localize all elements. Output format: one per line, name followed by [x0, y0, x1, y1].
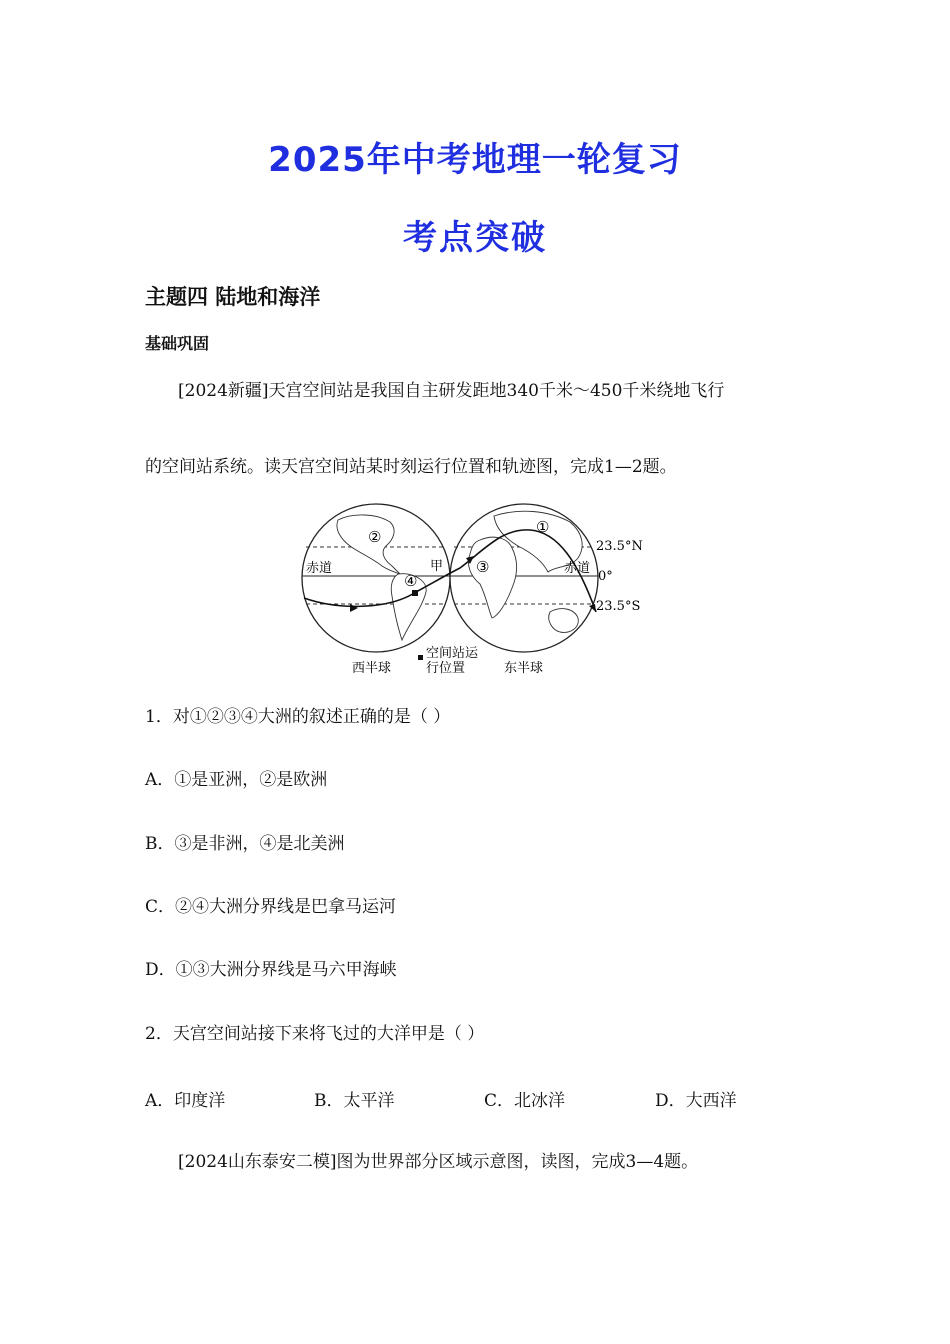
question-1-stem: 1．对①②③④大洲的叙述正确的是（ ）	[145, 707, 451, 727]
question-1-option-a: A．①是亚洲，②是欧洲	[145, 770, 328, 790]
continent-4-label: ④	[404, 572, 418, 590]
legend-label-line1: 空间站运	[426, 646, 479, 661]
page-subtitle: 考点突破	[403, 218, 547, 258]
question-1-option-c: C．②④大洲分界线是巴拿马运河	[145, 897, 397, 917]
page-title: 2025年中考地理一轮复习	[268, 140, 682, 180]
question-1-option-b: B．③是非洲，④是北美洲	[145, 834, 345, 854]
intro-paragraph-line1: [2024新疆]天宫空间站是我国自主研发距地340千米～450千米绕地飞行	[178, 381, 725, 401]
question-2-option-a: A．印度洋	[145, 1091, 226, 1111]
intro-paragraph-line2: 的空间站系统。读天宫空间站某时刻运行位置和轨迹图，完成1—2题。	[145, 457, 677, 477]
question-2-stem: 2．天宫空间站接下来将飞过的大洋甲是（ ）	[145, 1024, 485, 1044]
legend-label-line2: 行位置	[426, 661, 466, 676]
equator-label-right: 赤道	[564, 561, 591, 576]
ocean-jia-label: 甲	[430, 559, 444, 574]
question-2-option-d: D．大西洋	[655, 1091, 737, 1111]
continent-3-label: ③	[476, 558, 490, 576]
latitude-0-label: 0°	[598, 569, 613, 584]
station-position-marker	[412, 590, 418, 596]
equator-label-left: 赤道	[306, 561, 333, 576]
continent-1-label: ①	[536, 518, 550, 536]
hemisphere-map-figure	[298, 500, 678, 680]
question-2-option-c: C．北冰洋	[484, 1091, 566, 1111]
question-1-option-d: D．①③大洲分界线是马六甲海峡	[145, 960, 397, 980]
continent-2-label: ②	[368, 528, 382, 546]
question-2-option-b: B．太平洋	[314, 1091, 395, 1111]
western-hemisphere-caption: 西半球	[352, 661, 392, 676]
eastern-hemisphere-caption: 东半球	[504, 661, 544, 676]
latitude-23-5n-label: 23.5°N	[596, 539, 643, 554]
legend-marker	[418, 655, 423, 660]
intro-paragraph-2: [2024山东泰安二模]图为世界部分区域示意图，读图，完成3—4题。	[178, 1152, 699, 1172]
section-heading: 基础巩固	[145, 334, 210, 353]
latitude-23-5s-label: 23.5°S	[596, 599, 641, 614]
topic-heading: 主题四 陆地和海洋	[145, 285, 321, 309]
